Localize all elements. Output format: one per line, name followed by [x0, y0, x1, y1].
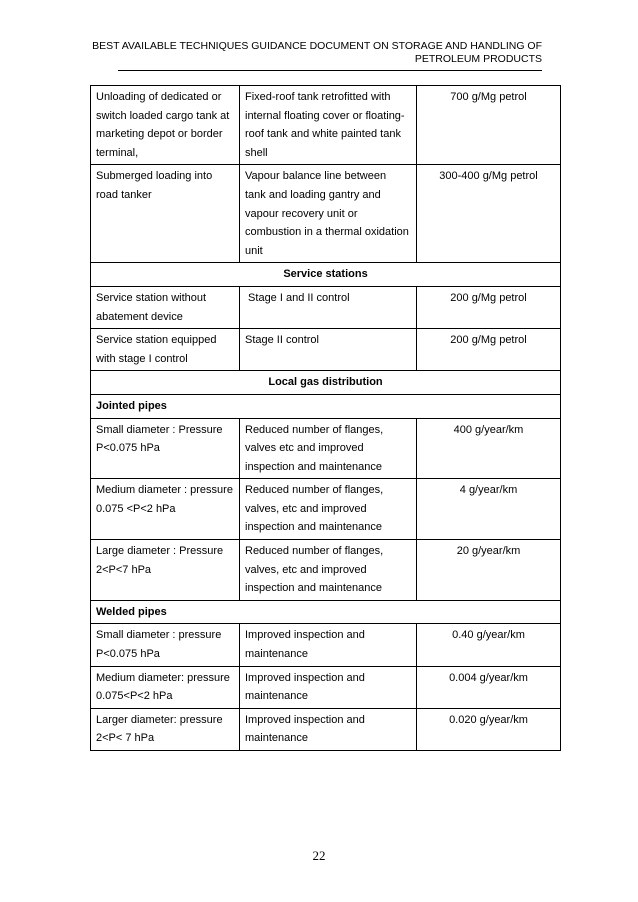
- technique-cell: Improved inspection and maintenance: [240, 624, 417, 666]
- emissions-table: [90, 85, 561, 751]
- emission-cell: 0.40 g/year/km: [417, 624, 561, 666]
- running-header: [92, 40, 542, 66]
- emission-cell: 0.004 g/year/km: [417, 666, 561, 708]
- technique-cell: Improved inspection and maintenance: [240, 708, 417, 750]
- emission-cell: 400 g/year/km: [417, 418, 561, 479]
- running-header-line2: PETROLEUM PRODUCTS: [414, 53, 542, 65]
- technique-cell: Vapour balance line between tank and loading gantry and vapour recovery unit or combustion in a thermal oxidation unit: [240, 165, 417, 263]
- emission-cell: 300-400 g/Mg petrol: [417, 165, 561, 263]
- header-rule: [118, 70, 542, 71]
- table-row: [91, 329, 561, 371]
- table-row: [91, 624, 561, 666]
- source-cell: Medium diameter: pressure 0.075<P<2 hPa: [91, 666, 240, 708]
- running-header-line1: BEST AVAILABLE TECHNIQUES GUIDANCE DOCUMENT ON STORAGE AND HANDLING OF: [92, 40, 542, 52]
- technique-cell: Improved inspection and maintenance: [240, 666, 417, 708]
- table-row: [91, 86, 561, 165]
- source-cell: Service station equipped with stage I control: [91, 329, 240, 371]
- table-row: [91, 165, 561, 263]
- technique-cell: Reduced number of flanges, valves, etc and improved inspection and maintenance: [240, 540, 417, 601]
- emission-cell: 0.020 g/year/km: [417, 708, 561, 750]
- table-row: [91, 666, 561, 708]
- table-row: [91, 479, 561, 540]
- source-cell: Medium diameter : pressure 0.075 <P<2 hPa: [91, 479, 240, 540]
- technique-cell: Reduced number of flanges, valves, etc and improved inspection and maintenance: [240, 479, 417, 540]
- section-heading-local-gas-distribution: Local gas distribution: [91, 371, 561, 395]
- emission-cell: 200 g/Mg petrol: [417, 329, 561, 371]
- section-row: [91, 263, 561, 287]
- technique-cell: Stage II control: [240, 329, 417, 371]
- section-heading-service-stations: Service stations: [91, 263, 561, 287]
- table-row: [91, 708, 561, 750]
- subhead-row: [91, 394, 561, 418]
- technique-cell: Fixed-roof tank retrofitted with internal floating cover or floating- roof tank and white painted tank shell: [240, 86, 417, 165]
- emission-cell: 4 g/year/km: [417, 479, 561, 540]
- subheading-welded-pipes: Welded pipes: [91, 600, 561, 624]
- source-cell: Large diameter : Pressure 2<P<7 hPa: [91, 540, 240, 601]
- table-row: [91, 418, 561, 479]
- page-number: 22: [312, 848, 326, 863]
- table-row: [91, 540, 561, 601]
- subhead-row: [91, 600, 561, 624]
- source-cell: Larger diameter: pressure 2<P< 7 hPa: [91, 708, 240, 750]
- source-cell: Small diameter : pressure P<0.075 hPa: [91, 624, 240, 666]
- emission-cell: 700 g/Mg petrol: [417, 86, 561, 165]
- source-cell: Submerged loading into road tanker: [91, 165, 240, 263]
- technique-cell: Reduced number of flanges, valves etc and improved inspection and maintenance: [240, 418, 417, 479]
- subheading-jointed-pipes: Jointed pipes: [91, 394, 561, 418]
- emission-cell: 200 g/Mg petrol: [417, 286, 561, 328]
- section-row: [91, 371, 561, 395]
- emission-cell: 20 g/year/km: [417, 540, 561, 601]
- technique-cell: Stage I and II control: [240, 286, 417, 328]
- table-row: [91, 286, 561, 328]
- source-cell: Service station without abatement device: [91, 286, 240, 328]
- source-cell: Unloading of dedicated or switch loaded cargo tank at marketing depot or border terminal,: [91, 86, 240, 165]
- source-cell: Small diameter : Pressure P<0.075 hPa: [91, 418, 240, 479]
